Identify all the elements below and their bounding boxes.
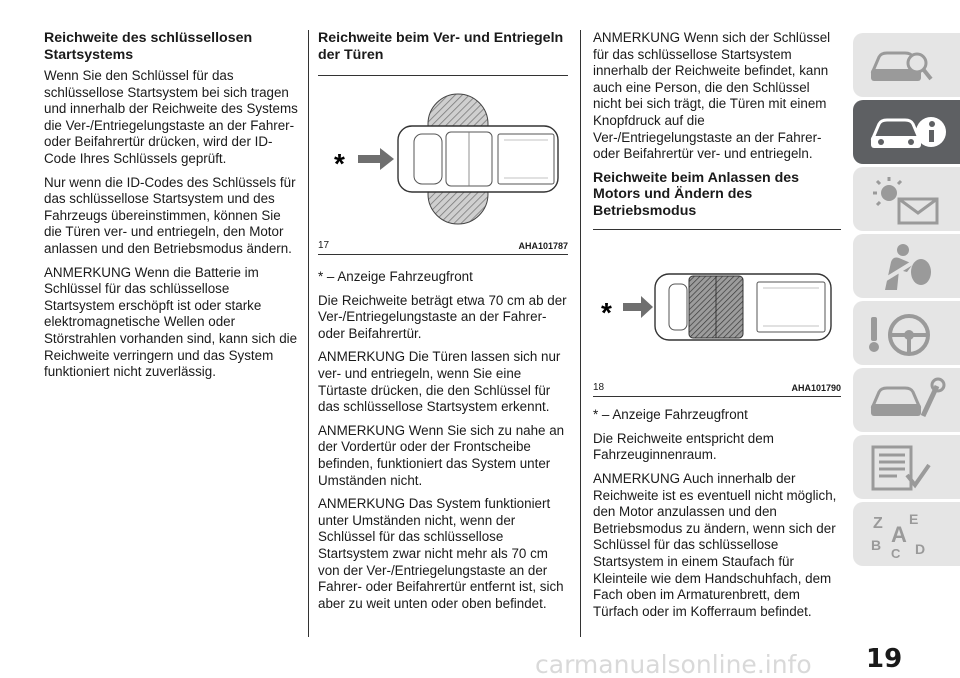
figure-code: AHA101787 — [518, 241, 568, 251]
svg-text:Z: Z — [873, 515, 883, 532]
watermark: carmanualsonline.info — [535, 650, 812, 678]
column-left — [44, 30, 298, 388]
car-search-icon — [867, 41, 937, 89]
paragraph: Die Reichweite beträgt etwa 70 cm ab der Ver-/Entriegelungstaste an der Fahrer- oder Beifahrertür. — [318, 292, 567, 341]
svg-text:E: E — [909, 511, 919, 527]
paragraph: Nur wenn die ID-Codes des Schlüssels für das schlüssellose Startsystem und des Fahrzeugs übereinstimmen, können Sie die Türen ver- und entriegeln, den Motor anlassen und den Betriebsmodus ändern. — [44, 174, 296, 256]
svg-text:C: C — [891, 546, 901, 560]
paragraph: Wenn Sie den Schlüssel für das schlüssellose Startsystem bei sich tragen und innerhalb der Reichweite des Systems die Ver-/Entriegelungstaste an der Fahrer- oder Beifahrertür drücken, wird der ID-Code Ihres Schlüssels geprüft. — [44, 68, 298, 166]
page-number: 19 — [866, 644, 903, 674]
note-paragraph: ANMERKUNG Die Türen lassen sich nur ver- und entriegeln, wenn Sie eine Türtaste drücken, die den Schlüssel für das schlüssellose Startsystem erkennt. — [318, 349, 561, 415]
note-paragraph: ANMERKUNG Das System funktioniert unter Umständen nicht, wenn der Schlüssel für das schlüssellose Startsystem zwar nicht mehr als 70 cm von der Ver-/Entriegelungstaste an der Fahrer- oder Beifahrertür entfernt ist, sich aber zu weit unten oder oben befindet. — [318, 496, 564, 611]
section-heading: Reichweite beim Ver- und Entriegeln der Türen — [318, 30, 564, 63]
figure-caption — [593, 380, 841, 397]
chapter-tab-car-search[interactable] — [853, 33, 960, 97]
legend-text: * – Anzeige Fahrzeugfront — [593, 407, 748, 423]
note-paragraph: ANMERKUNG Auch innerhalb der Reichweite ist es eventuell nicht möglich, den Motor anzulassen und den Betriebsmodus zu ändern, wenn sich der Schlüssel für das schlüssellose Startsystem in einem Staufach für Kleinteile wie dem Handschuhfach, dem Fach oben im Armaturenbrett, dem Türfach oder im Kofferraum befindet. — [593, 471, 837, 619]
chapter-tab-technical-data[interactable] — [853, 435, 960, 499]
figure-number: 18 — [593, 382, 605, 394]
airbag-person-icon — [867, 242, 937, 292]
figure-number: 17 — [318, 240, 330, 251]
column-right — [593, 30, 841, 627]
car-door-range-illustration — [318, 76, 568, 238]
car-interior-range-illustration — [593, 230, 841, 380]
figure-caption — [318, 238, 568, 255]
car-wrench-icon — [867, 376, 947, 424]
column-divider — [308, 30, 309, 637]
paragraph: Die Reichweite entspricht dem Fahrzeuginnenraum. — [593, 430, 774, 463]
warning-light-mail-icon — [867, 175, 947, 225]
chapter-tab-safety[interactable] — [853, 234, 960, 298]
section-heading: Reichweite des schlüssellosen Startsystems — [44, 30, 253, 63]
chapter-tab-maintenance[interactable] — [853, 368, 960, 432]
figure-code: AHA101790 — [791, 383, 841, 394]
chapter-tab-index[interactable] — [853, 502, 960, 566]
front-indicator-star: * — [601, 297, 612, 329]
legend-text: * – Anzeige Fahrzeugfront — [318, 269, 473, 284]
chapter-tab-warning-lights[interactable] — [853, 167, 960, 231]
figure-17 — [318, 76, 568, 238]
column-divider — [580, 30, 581, 637]
steering-wheel-icon — [867, 309, 937, 359]
section-heading: Reichweite beim Anlassen des Motors und Ändern des Betriebsmodus — [593, 169, 800, 219]
figure-18 — [593, 230, 841, 380]
note-paragraph: ANMERKUNG Wenn Sie sich zu nahe an der Vordertür oder der Frontscheibe befinden, funktioniert das System unter Umständen nicht. — [318, 422, 565, 488]
chapter-tab-car-info[interactable] — [853, 100, 960, 164]
chapter-tab-driving[interactable] — [853, 301, 960, 365]
column-middle — [318, 30, 568, 619]
svg-text:D: D — [915, 541, 926, 557]
note-paragraph: ANMERKUNG Wenn die Batterie im Schlüssel für das schlüssellose Startsystem erschöpft ist oder starke elektromagnetische Wellen oder Störstrahlen vorhanden sind, kann sich die Reichweite verringern und das System funktioniert nicht zuverlässig. — [44, 264, 298, 380]
svg-text:B: B — [871, 537, 882, 553]
note-paragraph: ANMERKUNG Wenn sich der Schlüssel für das schlüssellose Startsystem innerhalb der Reichweite befindet, kann auch eine Person, die den Schlüssel nicht bei sich trägt, die Türen mit einem Knopfdruck auf die Ver-/Entriegelungstaste an der Fahrer- oder Beifahrertür ver- und entriegeln. — [593, 30, 831, 162]
alphabet-index-icon — [867, 510, 937, 560]
svg-text:A: A — [891, 522, 907, 547]
data-list-icon — [867, 443, 937, 493]
front-indicator-star: * — [334, 148, 345, 179]
car-info-icon — [867, 108, 947, 156]
chapter-tabs — [853, 33, 960, 569]
